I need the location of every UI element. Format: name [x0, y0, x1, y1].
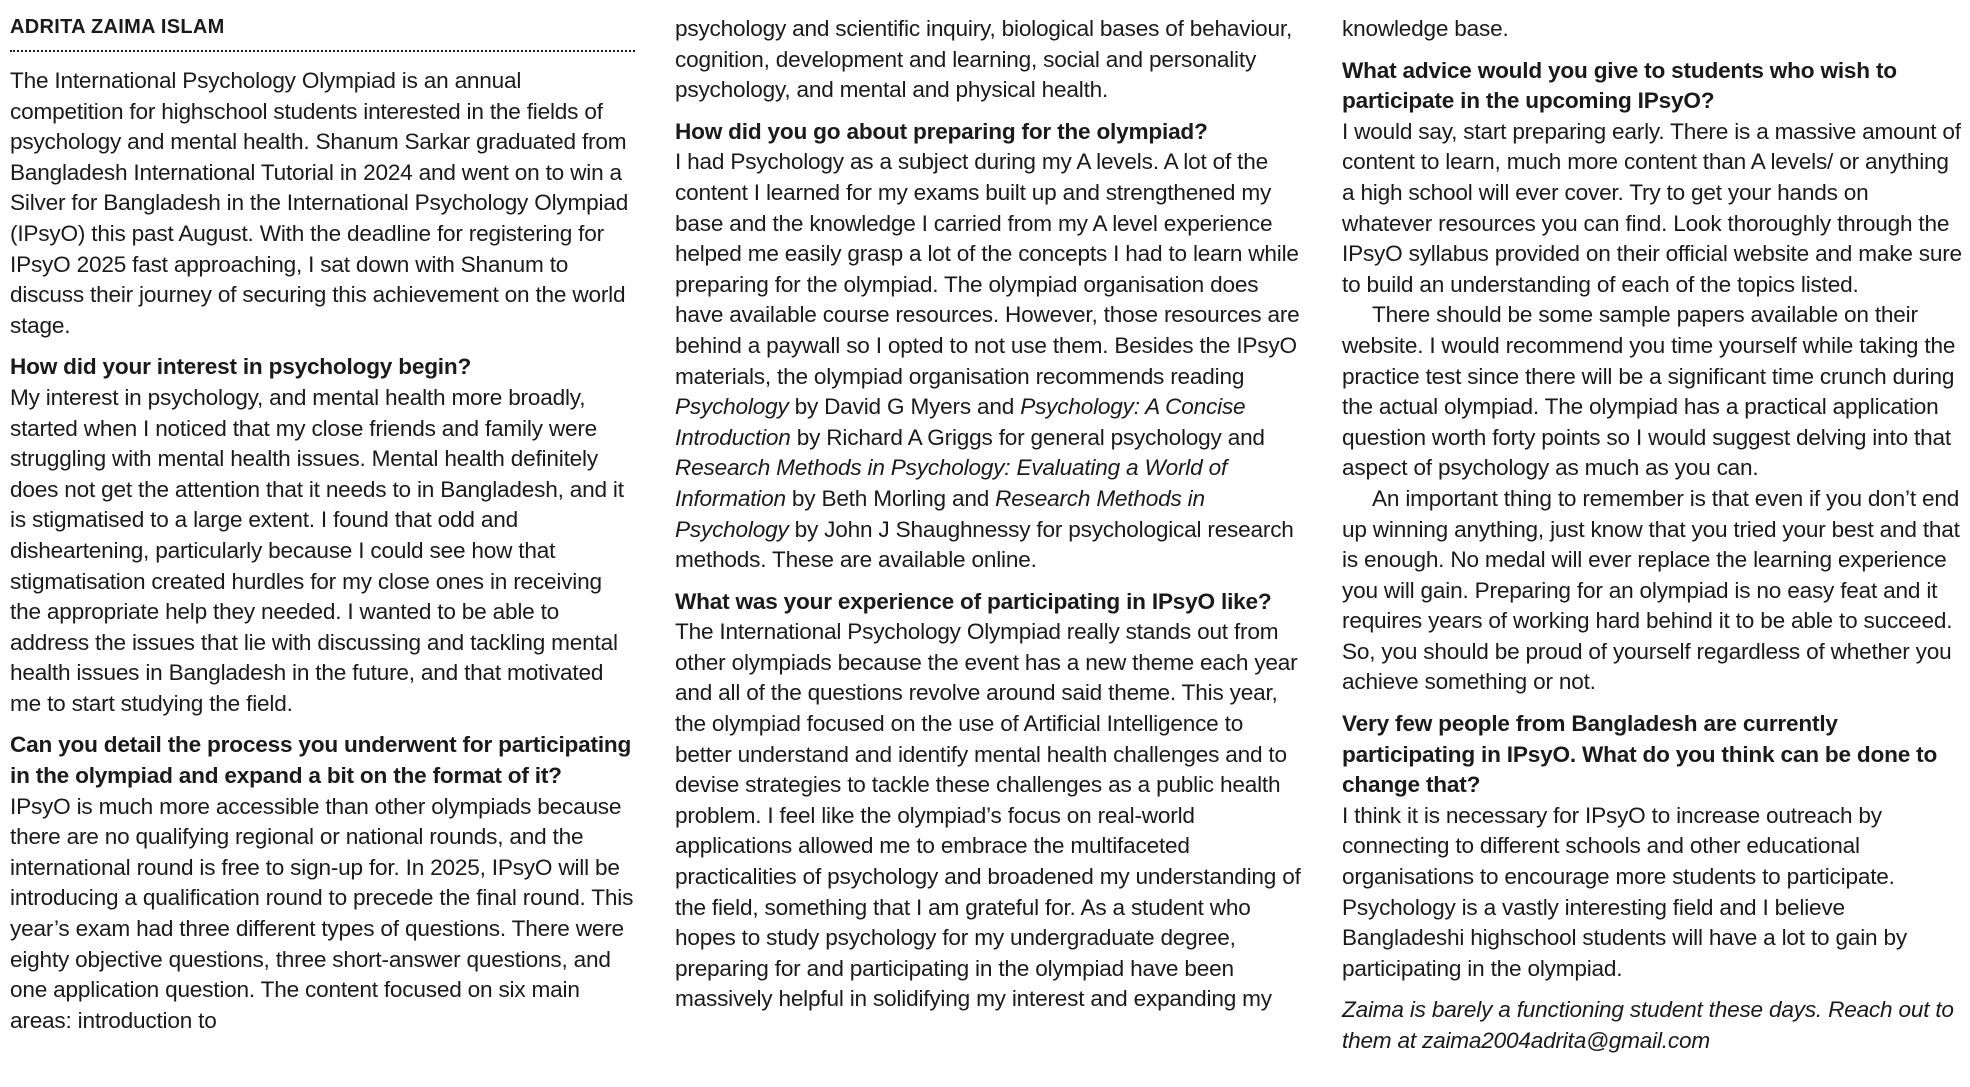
question-process: Can you detail the process you underwent for participating in the olympiad and expand a bit on the format of it? [10, 732, 632, 789]
answer-preparation-text: by Richard A Griggs for general psychology and [790, 424, 1265, 450]
answer-preparation-text: I had Psychology as a subject during my A levels. A lot of the content I learned for my exams built up and strengthened my base and the knowledge I carried from my A level experience helped me easily grasp a lot of the concepts I had to learn while preparing for the olympiad. The olympiad organisation does have available course resources. However, those resources are behind a paywall so I opted to not use them. Besides the IPsyO materials, the olympiad organisation recommends reading [675, 149, 1300, 389]
article-column-2 [675, 14, 1305, 1015]
answer-experience-continued: knowledge base. [1342, 16, 1509, 41]
answer-process-continued: psychology and scientific inquiry, biological bases of behaviour, cognition, development and learning, social and personality psychology, and mental and physical health. [675, 16, 1293, 103]
answer-preparation-text: by David G Myers and [788, 394, 1021, 420]
answer-interest: My interest in psychology, and mental health more broadly, started when I noticed that my close friends and family were struggling with mental health issues. Mental health definitely does not get the attention that it needs to in Bangladesh, and it is stigmatised to a large extent. I found that odd and disheartening, particularly because I could see how that stigmatisation created hurdles for my close ones in receiving the appropriate help they needed. I wanted to be able to address the issues that lie with discussing and tackling mental health issues in Bangladesh in the future, and that motivated me to start studying the field. [10, 384, 624, 716]
question-preparation: How did you go about preparing for the olympiad? [675, 118, 1208, 144]
answer-preparation-text: by John J Shaughnessy for psychological research methods. These are available online. [675, 516, 1294, 573]
answer-experience: The International Psychology Olympiad really stands out from other olympiads because the event has a new theme each year and all of the questions revolve around said theme. This year, the olympiad focused on the use of Artificial Intelligence to better understand and identify mental health challenges and to devise strategies to tackle these challenges as a public health problem. I feel like the olympiad’s focus on real-world applications allowed me to embrace the multifaceted practicalities of psychology and broadened my understanding of the field, something that I am grateful for. As a student who hopes to study psychology for my undergraduate degree, preparing for and participating in the olympiad have been massively helpful in solidifying my interest and expanding my [675, 619, 1301, 1012]
author-bio: Zaima is barely a functioning student these days. Reach out to them at zaima2004adrita@gmail.com [1342, 997, 1954, 1053]
answer-advice-paragraph: There should be some sample papers available on their website. I would recommend you time yourself while taking the practice test since there will be a significant time crunch during the actual olympiad. The olympiad has a practical application question worth forty points so I would suggest delving into that aspect of psychology as much as you can. [1342, 302, 1956, 481]
book-title-research-methods-shaughnessy: Research Methods in Psychology [675, 485, 1205, 542]
book-title-research-methods-morling: Research Methods in Psychology: Evaluating a World of Information [675, 455, 1228, 511]
question-experience: What was your experience of participating in IPsyO like? [675, 588, 1272, 614]
answer-preparation [675, 147, 1305, 575]
answer-advice-paragraph: I would say, start preparing early. There is a massive amount of content to learn, much more content than A levels/ or anything a high school will ever cover. Try to get your hands on whatever resources you can find. Look thoroughly through the IPsyO syllabus provided on their official website and make sure to build an understanding of each of the topics listed. [1342, 118, 1962, 297]
answer-participation: I think it is necessary for IPsyO to increase outreach by connecting to different schools and other educational organisations to encourage more students to participate. Psychology is a vastly interesting field and I believe Bangladeshi highschool students will have a lot to gain by participating in the olympiad. [1342, 802, 1907, 981]
book-title-psychology: Psychology [675, 394, 789, 420]
question-participation: Very few people from Bangladesh are currently participating in IPsyO. What do you think can be done to change that? [1342, 711, 1938, 798]
article-column-1 [10, 14, 635, 1036]
answer-preparation-text: by Beth Morling and [785, 485, 996, 511]
answer-process: IPsyO is much more accessible than other olympiads because there are no qualifying regional or national rounds, and the international round is free to sign-up for. In 2025, IPsyO will be introducing a qualification round to precede the final round. This year’s exam had three different types of questions. There were eighty objective questions, three short-answer questions, and one application question. The content focused on six main areas: introduction to [10, 793, 634, 1033]
question-interest: How did your interest in psychology begin? [10, 354, 472, 380]
author-byline: ADRITA ZAIMA ISLAM [10, 14, 635, 52]
question-advice: What advice would you give to students who wish to participate in the upcoming IPsyO? [1342, 57, 1897, 114]
book-title-concise-intro: Psychology: A Concise Introduction [675, 394, 1246, 450]
article-column-3 [1342, 14, 1964, 1057]
answer-advice-paragraph: An important thing to remember is that even if you don’t end up winning anything, just know that you tried your best and that is enough. No medal will ever replace the learning experience you will gain. Preparing for an olympiad is no easy feat and it requires years of working hard behind it to be able to succeed. So, you should be proud of yourself regardless of whether you achieve something or not. [1342, 485, 1960, 695]
intro-paragraph: The International Psychology Olympiad is an annual competition for highschool students interested in the fields of psychology and mental health. Shanum Sarkar graduated from Bangladesh International Tutorial in 2024 and went on to win a Silver for Bangladesh in the International Psychology Olympiad (IPsyO) this past August. With the deadline for registering for IPsyO 2025 fast approaching, I sat down with Shanum to discuss their journey of securing this achievement on the world stage. [10, 68, 629, 338]
